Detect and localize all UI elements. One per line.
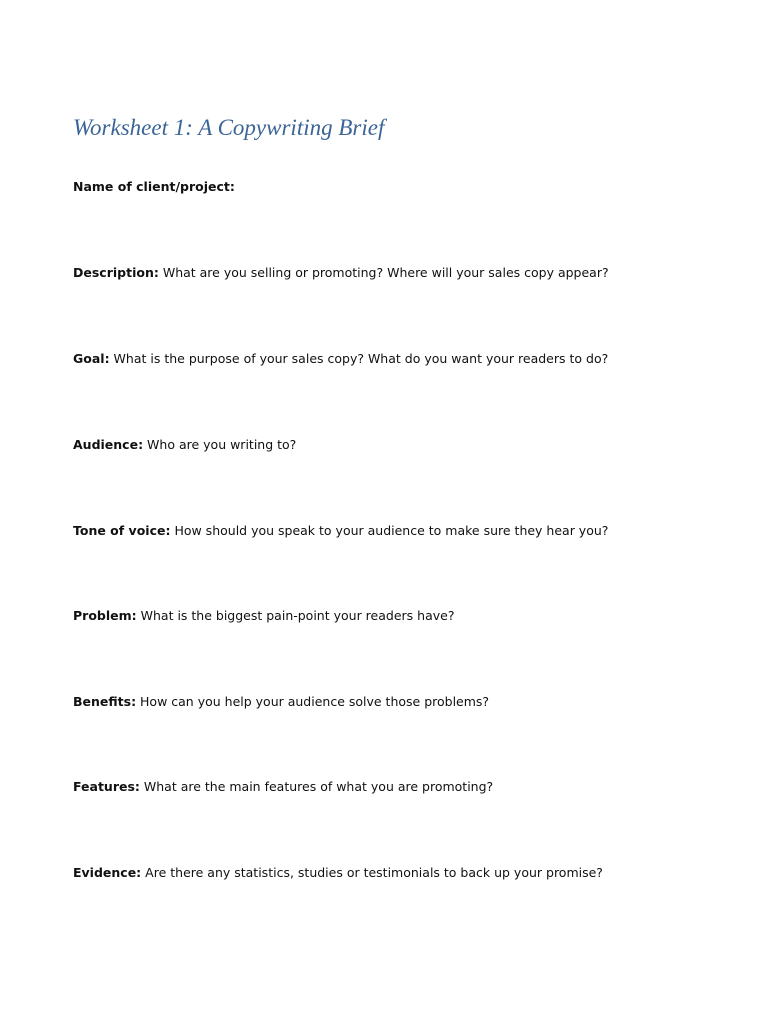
field-tone-of-voice — [73, 522, 608, 540]
field-label: Goal: — [73, 351, 110, 366]
field-label: Tone of voice: — [73, 523, 171, 538]
field-prompt: What are the main features of what you are promoting? — [139, 779, 494, 794]
field-evidence — [73, 864, 603, 882]
field-label: Features: — [73, 779, 140, 794]
field-label: Description: — [73, 265, 159, 280]
field-goal — [73, 350, 608, 368]
field-prompt: How can you help your audience solve those problems? — [136, 694, 490, 709]
field-label: Benefits: — [73, 694, 137, 709]
field-audience — [73, 436, 296, 454]
field-description — [73, 264, 609, 282]
field-prompt: How should you speak to your audience to make sure they hear you? — [170, 523, 609, 538]
field-prompt: What is the biggest pain-point your readers have? — [136, 608, 455, 623]
field-label: Evidence: — [73, 865, 142, 880]
field-label: Name of client/project: — [73, 179, 235, 194]
field-problem — [73, 607, 454, 625]
field-prompt: Are there any statistics, studies or testimonials to back up your promise? — [141, 865, 603, 880]
field-prompt: Who are you writing to? — [143, 437, 297, 452]
field-prompt: What are you selling or promoting? Where will your sales copy appear? — [158, 265, 609, 280]
field-benefits — [73, 693, 489, 711]
field-label: Audience: — [73, 437, 144, 452]
field-prompt: What is the purpose of your sales copy? What do you want your readers to do? — [109, 351, 609, 366]
worksheet-title: Worksheet 1: A Copywriting Brief — [73, 115, 385, 140]
field-label: Problem: — [73, 608, 137, 623]
field-features — [73, 778, 493, 796]
field-client-project — [73, 178, 235, 196]
